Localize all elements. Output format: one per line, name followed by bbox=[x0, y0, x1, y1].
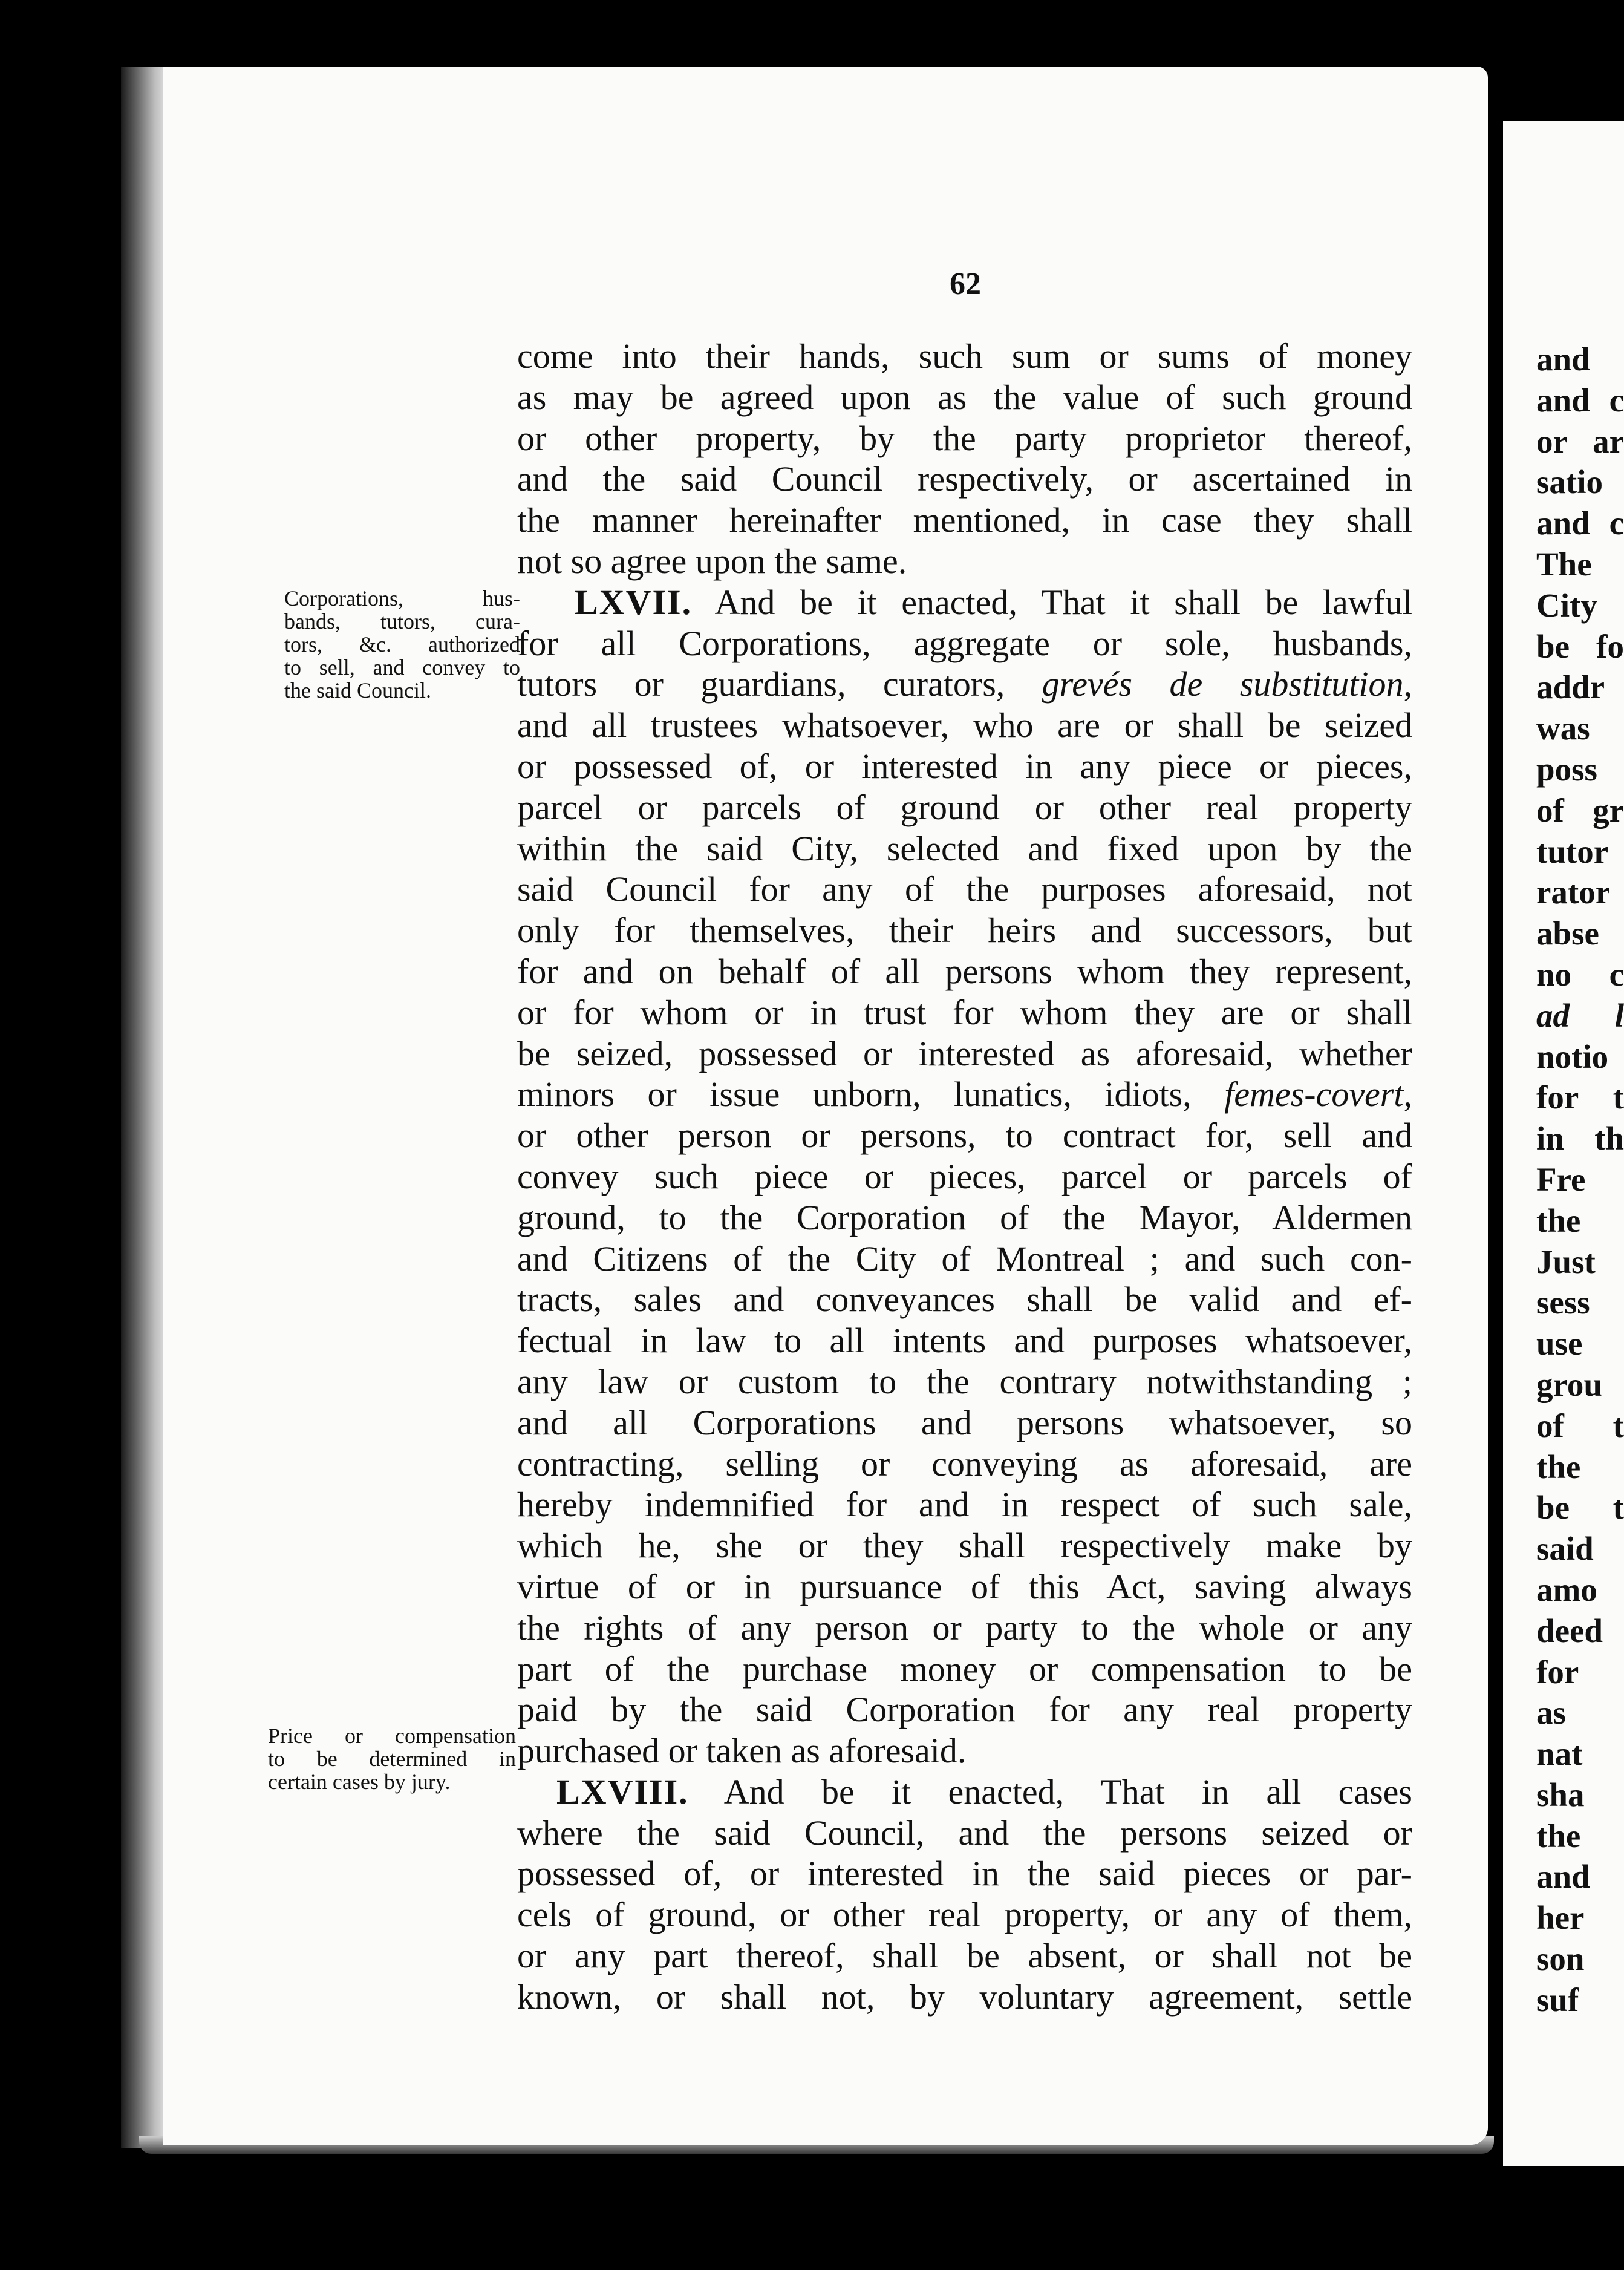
text-line: and all Corporations and persons whatsoever, so bbox=[517, 1402, 1412, 1442]
text-line: come into their hands, such sum or sums of money bbox=[517, 336, 1412, 376]
facing-page-line: no c bbox=[1536, 955, 1624, 993]
margin-note-line: to sell, and convey to bbox=[284, 655, 520, 679]
facing-page-line: suf bbox=[1536, 1981, 1579, 2018]
facing-page-line: be t bbox=[1536, 1489, 1624, 1526]
margin-note-price bbox=[268, 1724, 516, 1793]
facing-page-line: sha bbox=[1536, 1776, 1585, 1813]
text-line: cels of ground, or other real property, or any of them, bbox=[517, 1895, 1412, 1935]
main-text-column bbox=[517, 336, 1412, 2018]
text-line: paid by the said Corporation for any real property bbox=[517, 1690, 1412, 1730]
text-line: fectual in law to all intents and purposes whatsoever, bbox=[517, 1321, 1412, 1361]
facing-page-line: the bbox=[1536, 1202, 1581, 1239]
text-line: said Council for any of the purposes aforesaid, not bbox=[517, 869, 1412, 909]
section-text: And be it enacted, That in all cases bbox=[688, 1771, 1412, 1811]
facing-page-line: addr bbox=[1536, 669, 1605, 706]
margin-note-corporations bbox=[284, 587, 520, 702]
text-line: ground, to the Corporation of the Mayor, Aldermen bbox=[517, 1197, 1412, 1237]
facing-page-line: Just bbox=[1536, 1243, 1596, 1280]
text-line: possessed of, or interested in the said pieces or par- bbox=[517, 1854, 1412, 1894]
text-line: the rights of any person or party to the whole or any bbox=[517, 1608, 1412, 1647]
section-text: And be it enacted, That it shall be lawful bbox=[692, 582, 1412, 622]
facing-page-line: and bbox=[1536, 341, 1590, 378]
book-spine bbox=[121, 67, 169, 2148]
margin-note-line: tors, &c. authorized bbox=[284, 632, 520, 656]
text-line: where the said Council, and the persons seized or bbox=[517, 1813, 1412, 1853]
facing-page-line: use bbox=[1536, 1325, 1583, 1362]
text-span: minors or issue unborn, lunatics, idiots, bbox=[517, 1074, 1225, 1114]
text-line: or possessed of, or interested in any piece or pieces, bbox=[517, 746, 1412, 786]
facing-page-line: the bbox=[1536, 1817, 1581, 1854]
text-line: virtue of or in pursuance of this Act, saving always bbox=[517, 1566, 1412, 1606]
text-span: , bbox=[1403, 664, 1412, 704]
facing-page-line: for bbox=[1536, 1653, 1579, 1690]
text-line: purchased or taken as aforesaid. bbox=[517, 1731, 967, 1771]
facing-page-line: or ar bbox=[1536, 422, 1624, 460]
section-heading-line bbox=[517, 1771, 1412, 1813]
page-number: 62 bbox=[950, 267, 981, 301]
text-line: be seized, possessed or interested as aforesaid, whether bbox=[517, 1033, 1412, 1073]
facing-page-line: ad l bbox=[1536, 996, 1624, 1034]
facing-page-line: City bbox=[1536, 586, 1597, 624]
facing-page-line: grou bbox=[1536, 1366, 1603, 1403]
text-line: only for themselves, their heirs and successors, but bbox=[517, 911, 1412, 950]
italic-term: grevés de substitution bbox=[1042, 664, 1404, 704]
facing-page-line: in th bbox=[1536, 1120, 1624, 1157]
facing-page-line: Fre bbox=[1536, 1160, 1586, 1198]
facing-page-line: The bbox=[1536, 545, 1592, 583]
facing-page-line: sess bbox=[1536, 1284, 1590, 1321]
margin-note-line: bands, tutors, cura- bbox=[284, 609, 520, 633]
facing-page bbox=[1503, 121, 1624, 2166]
text-line: or any part thereof, shall be absent, or shall not be bbox=[517, 1936, 1412, 1976]
text-line: which he, she or they shall respectively make by bbox=[517, 1526, 1412, 1566]
text-line-italic bbox=[517, 1074, 1412, 1115]
facing-page-line: son bbox=[1536, 1940, 1585, 1978]
facing-page-line: and c bbox=[1536, 381, 1624, 419]
text-line: tracts, sales and conveyances shall be valid and ef- bbox=[517, 1280, 1412, 1320]
margin-note-line: Corporations, hus- bbox=[284, 586, 520, 610]
text-line: for and on behalf of all persons whom they represent, bbox=[517, 951, 1412, 991]
facing-page-line: and bbox=[1536, 1858, 1590, 1895]
text-line: and Citizens of the City of Montreal ; and such con- bbox=[517, 1238, 1412, 1278]
facing-page-line: for t bbox=[1536, 1079, 1624, 1116]
facing-page-line: amo bbox=[1536, 1571, 1597, 1608]
text-line: part of the purchase money or compensation to be bbox=[517, 1649, 1412, 1689]
facing-page-line: nat bbox=[1536, 1735, 1583, 1773]
facing-page-line: of t bbox=[1536, 1407, 1624, 1444]
facing-page-line: satio bbox=[1536, 463, 1603, 501]
text-line-italic bbox=[517, 664, 1412, 705]
facing-page-line: was bbox=[1536, 710, 1590, 747]
text-line: any law or custom to the contrary notwithstanding ; bbox=[517, 1361, 1412, 1401]
section-heading-line bbox=[517, 582, 1412, 623]
text-line: or for whom or in trust for whom they are or shall bbox=[517, 992, 1412, 1032]
facing-page-line: the bbox=[1536, 1448, 1581, 1485]
margin-note-line: the said Council. bbox=[284, 678, 431, 702]
facing-page-line: notio bbox=[1536, 1038, 1609, 1075]
text-line: parcel or parcels of ground or other real property bbox=[517, 787, 1412, 827]
text-line: not so agree upon the same. bbox=[517, 541, 907, 581]
facing-page-line: as bbox=[1536, 1694, 1566, 1732]
italic-term: femes-covert bbox=[1224, 1074, 1404, 1114]
text-span: , bbox=[1403, 1074, 1412, 1114]
text-line: and all trustees whatsoever, who are or shall be seized bbox=[517, 705, 1412, 745]
margin-note-line: to be determined in bbox=[268, 1747, 516, 1771]
text-line: as may be agreed upon as the value of such ground bbox=[517, 377, 1412, 417]
facing-page-line: said bbox=[1536, 1530, 1594, 1568]
facing-page-line: of gr bbox=[1536, 791, 1624, 829]
facing-page-line: tutor bbox=[1536, 832, 1609, 870]
text-line: within the said City, selected and fixed upon by the bbox=[517, 828, 1412, 868]
facing-page-line: poss bbox=[1536, 750, 1597, 788]
text-line: or other property, by the party proprietor thereof, bbox=[517, 418, 1412, 458]
facing-page-line: and c bbox=[1536, 505, 1624, 542]
margin-note-line: certain cases by jury. bbox=[268, 1770, 451, 1794]
text-line: the manner hereinafter mentioned, in case they shall bbox=[517, 500, 1412, 540]
text-line: and the said Council respectively, or ascertained in bbox=[517, 459, 1412, 499]
facing-page-line: abse bbox=[1536, 915, 1599, 952]
section-number: LXVII. bbox=[575, 582, 693, 622]
section-number: LXVIII. bbox=[556, 1771, 689, 1811]
facing-page-line: be fo bbox=[1536, 627, 1624, 665]
text-line: contracting, selling or conveying as aforesaid, are bbox=[517, 1444, 1412, 1483]
facing-page-line: her bbox=[1536, 1899, 1585, 1937]
facing-page-line: rator bbox=[1536, 874, 1611, 911]
text-line: convey such piece or pieces, parcel or parcels of bbox=[517, 1156, 1412, 1196]
text-span: tutors or guardians, curators, bbox=[517, 664, 1042, 704]
margin-note-line: Price or compensation bbox=[268, 1724, 516, 1748]
text-line: known, or shall not, by voluntary agreement, settle bbox=[517, 1977, 1412, 2017]
text-line: or other person or persons, to contract for, sell and bbox=[517, 1116, 1412, 1156]
facing-page-line: deed bbox=[1536, 1612, 1603, 1649]
text-line: hereby indemnified for and in respect of such sale, bbox=[517, 1485, 1412, 1525]
text-line: for all Corporations, aggregate or sole, husbands, bbox=[517, 623, 1412, 663]
